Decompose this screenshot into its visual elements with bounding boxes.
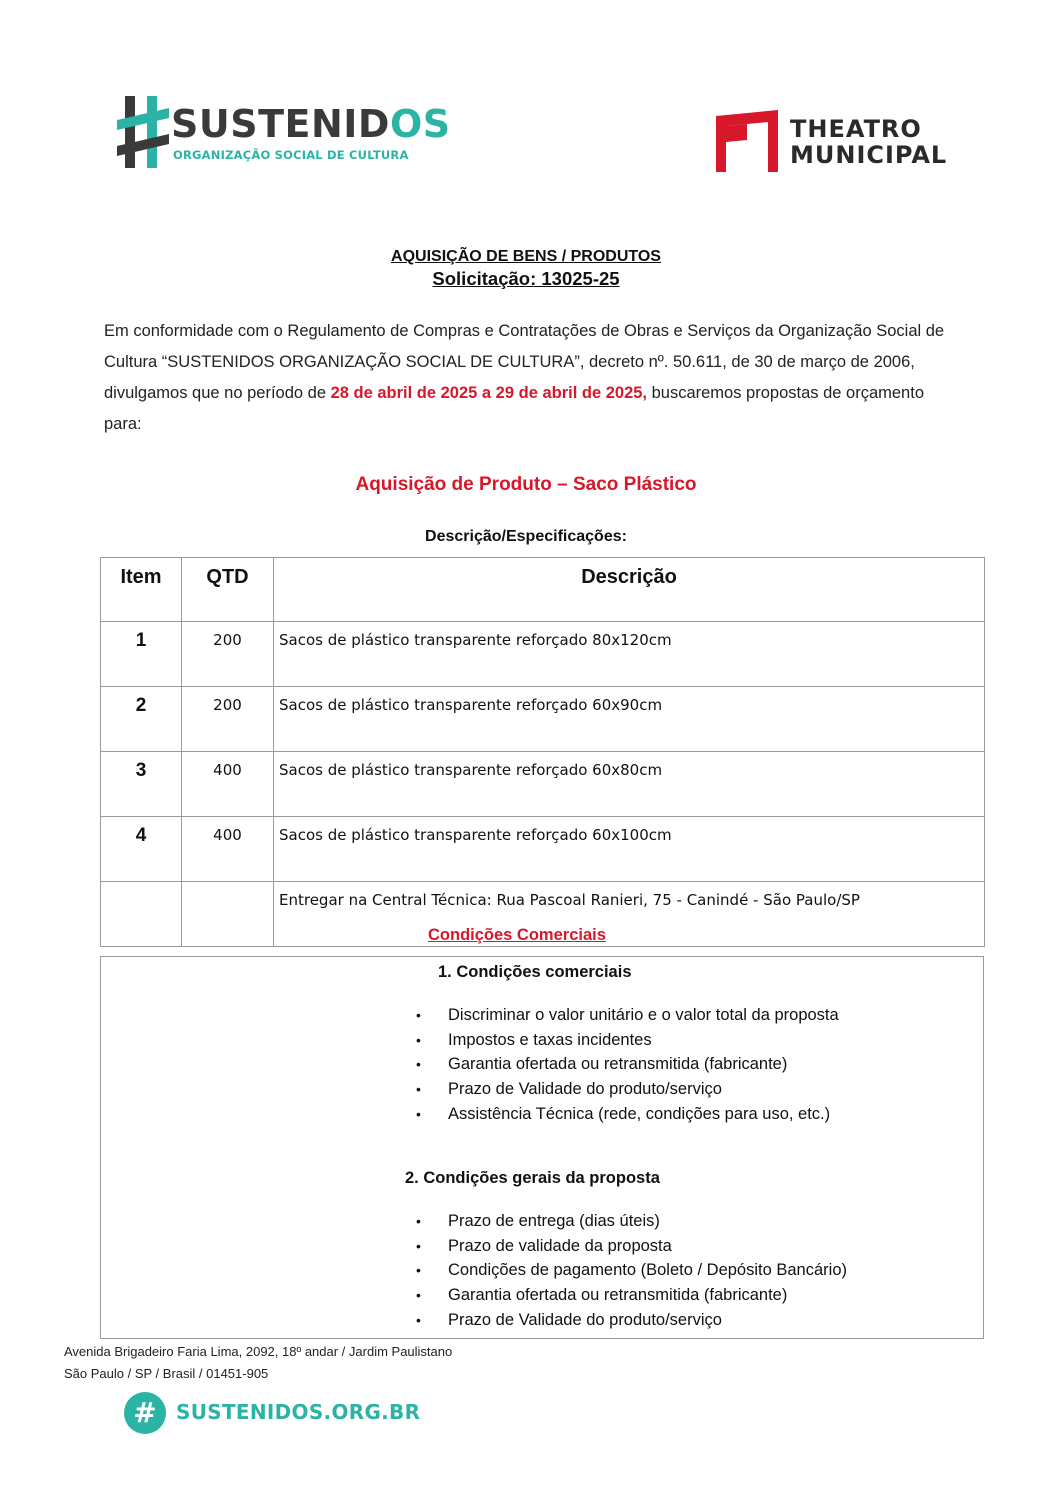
intro-paragraph [104, 316, 950, 440]
table-row [101, 752, 985, 817]
cell-delivery-address: Entregar na Central Técnica: Rua Pascoal Ranieri, 75 - Canindé - São Paulo/SP [274, 882, 985, 947]
table-row [101, 622, 985, 687]
table-row [101, 817, 985, 882]
section1-list [416, 1003, 839, 1126]
intro-text-after: buscaremos propostas de orçamento para: [104, 384, 924, 433]
cell-item: 3 [101, 752, 182, 817]
request-number: Solicitação: 13025-25 [432, 268, 620, 289]
theatro-municipal-logo [716, 110, 956, 174]
product-title: Aquisição de Produto – Saco Plástico [355, 474, 697, 495]
cell-item [101, 882, 182, 947]
footer-address-line1: Avenida Brigadeiro Faria Lima, 2092, 18º andar / Jardim Paulistano [64, 1344, 453, 1359]
cell-descricao: Sacos de plástico transparente reforçado 60x90cm [274, 687, 985, 752]
section1-heading: 1. Condições comerciais [438, 963, 632, 981]
cell-qtd: 400 [182, 817, 274, 882]
header-qtd: QTD [182, 558, 274, 622]
intro-period-highlight: 28 de abril de 2025 a 29 de abril de 2025, [330, 384, 648, 402]
header-descricao: Descrição [274, 558, 985, 622]
list-item: • Discriminar o valor unitário e o valor total da proposta [416, 1003, 839, 1028]
sustenidos-wordmark: SUSTENIDOS [171, 102, 451, 146]
items-table [100, 557, 985, 947]
cell-qtd: 200 [182, 622, 274, 687]
cell-item: 2 [101, 687, 182, 752]
cell-qtd: 400 [182, 752, 274, 817]
table-row [101, 687, 985, 752]
cell-qtd [182, 882, 274, 947]
footer-logo [124, 1392, 421, 1436]
theatro-line2: MUNICIPAL [790, 141, 948, 169]
conditions-box [100, 956, 984, 1339]
table-header-row [101, 558, 985, 622]
theatro-line1: THEATRO [790, 115, 922, 143]
list-item: • Garantia ofertada ou retransmitida (fabricante) [416, 1283, 847, 1308]
list-item: • Garantia ofertada ou retransmitida (fabricante) [416, 1052, 839, 1077]
cell-item: 4 [101, 817, 182, 882]
document-title: AQUISIÇÃO DE BENS / PRODUTOS [391, 248, 661, 265]
header-item: Item [101, 558, 182, 622]
section2-list [416, 1209, 847, 1332]
hash-circle-icon: # [124, 1392, 166, 1434]
footer-address-line2: São Paulo / SP / Brasil / 01451-905 [64, 1366, 269, 1381]
list-item: • Prazo de Validade do produto/serviço [416, 1077, 839, 1102]
list-item: • Assistência Técnica (rede, condições para uso, etc.) [416, 1102, 839, 1127]
intro-text-before: Em conformidade com o Regulamento de Compras e Contratações de Obras e Serviços da Organização Social de Cultura “SUSTENIDOS ORGANIZAÇÃO SOCIAL DE CULTURA”, decreto nº. 50.611, de 30 de março de 2006, divulgamos que no período de [104, 322, 945, 402]
list-item: • Condições de pagamento (Boleto / Depósito Bancário) [416, 1258, 847, 1283]
hash-icon [117, 94, 169, 170]
website-link[interactable]: SUSTENIDOS.ORG.BR [176, 1400, 421, 1424]
cell-qtd: 200 [182, 687, 274, 752]
cell-descricao: Sacos de plástico transparente reforçado 60x80cm [274, 752, 985, 817]
list-item: • Prazo de validade da proposta [416, 1234, 847, 1259]
cell-descricao: Sacos de plástico transparente reforçado 80x120cm [274, 622, 985, 687]
sustenidos-tagline: ORGANIZAÇÃO SOCIAL DE CULTURA [173, 148, 409, 162]
list-item: • Prazo de entrega (dias úteis) [416, 1209, 847, 1234]
cell-item: 1 [101, 622, 182, 687]
sustenidos-logo [117, 94, 451, 174]
section2-heading: 2. Condições gerais da proposta [405, 1169, 660, 1187]
conditions-title: Condições Comerciais [428, 926, 606, 944]
list-item: • Impostos e taxas incidentes [416, 1028, 839, 1053]
description-label: Descrição/Especificações: [425, 528, 627, 545]
cell-descricao: Sacos de plástico transparente reforçado 60x100cm [274, 817, 985, 882]
theatro-mark-icon [716, 110, 778, 172]
list-item: • Prazo de Validade do produto/serviço [416, 1308, 847, 1333]
